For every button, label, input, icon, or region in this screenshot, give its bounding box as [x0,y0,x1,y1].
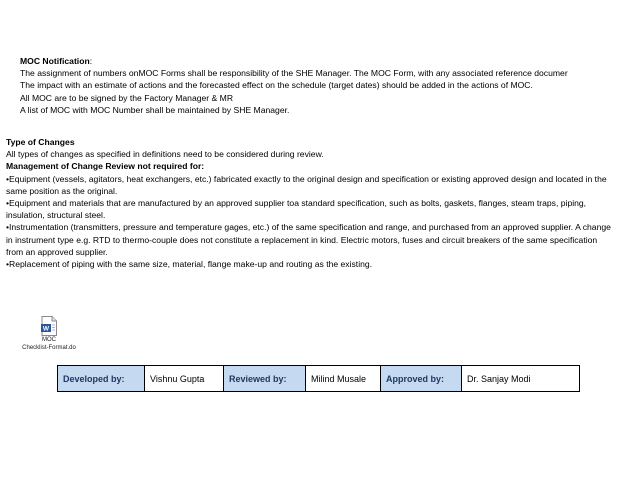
moc-notification-colon: : [89,56,93,66]
developed-by-value: Vishnu Gupta [145,366,224,392]
bullet-instrumentation: •Instrumentation (transmitters, pressure and temperature gages, etc.) of the same specification and range, and purchased from an approved supplier. A change in instrument type e.g. RTD to thermo-couple does not constitute a replacement in kind. Electric motors, fuses and circuit breakers of the same specification from an approved supplier. [6,222,611,257]
moc-notification-section [20,55,638,116]
moc-notification-title: MOC Notification [20,56,90,66]
bullet-materials: •Equipment and materials that are manufactured by an approved supplier toa standard specification, such as bolts, gaskets, flanges, steam traps, piping, insulation, structural steel. [6,198,587,221]
reviewed-by-label: Reviewed by: [224,366,306,392]
moc-checklist-attachment[interactable] [20,316,78,352]
signoff-row [58,366,580,392]
attachment-label-line-2: Checklist-Format.do [22,345,76,351]
review-not-required-heading: Management of Change Review not required for: [6,161,205,172]
types-of-changes-heading: Type of Changes [6,137,75,147]
moc-notification-line-3: All MOC are to be signed by the Factory Manager & MR [20,92,234,103]
reviewed-by-value: Milind Musale [306,366,381,392]
bullet-equipment: •Equipment (vessels, agitators, heat exchangers, etc.) fabricated exactly to the original design and specification or existing approved design and located in the same position as the original. [6,173,607,196]
signoff-table [57,365,580,392]
developed-by-label: Developed by: [58,366,145,392]
types-of-changes-intro: All types of changes as specified in definitions need to be considered during review. [6,149,324,160]
moc-notification-line-1: The assignment of numbers onMOC Forms shall be responsibility of the SHE Manager. The MOC Form, with any associated reference documer [20,68,568,79]
moc-notification-line-4: A list of MOC with MOC Number shall be maintained by SHE Manager. [20,104,290,115]
word-document-icon [41,316,57,336]
svg-text:W: W [42,325,50,333]
approved-by-label: Approved by: [381,366,462,392]
moc-notification-line-2: The impact with an estimate of actions and the forecasted effect on the schedule (target dates) should be added in the actions of MOC. [20,80,533,91]
bullet-piping: •Replacement of piping with the same size, material, flange make-up and routing as the existing. [6,259,373,270]
types-of-changes-section [6,136,616,270]
moc-notification-heading [20,55,638,67]
approved-by-value: Dr. Sanjay Modi [462,366,580,392]
attachment-label-line-1: MOC [42,337,56,343]
